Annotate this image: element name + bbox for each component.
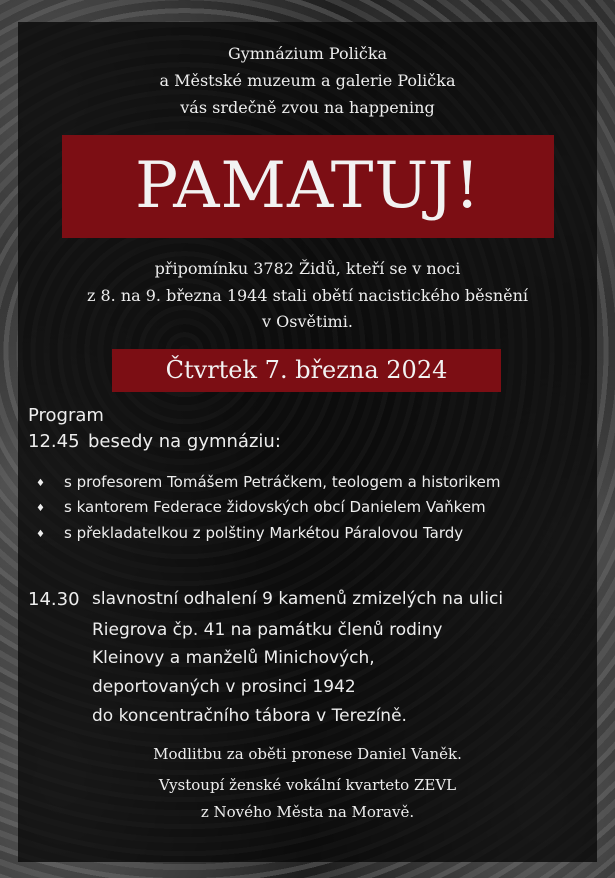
- program-desc-2-line-2: Riegrova čp. 41 na památku členů rodiny: [92, 620, 443, 640]
- event-date: Čtvrtek 7. března 2024: [165, 356, 448, 384]
- footer-line-1: Modlitbu za oběti pronese Daniel Vaněk.: [153, 745, 462, 763]
- program-heading: Program: [28, 405, 104, 426]
- program-desc-2-line-3: Kleinovy a manželů Minichových,: [92, 648, 375, 668]
- bullet-icon: ♦: [36, 503, 45, 514]
- page-title: PAMATUJ!: [135, 149, 481, 223]
- bullet-item-2: s kantorem Federace židovských obcí Danielem Vaňkem: [64, 498, 486, 516]
- bullet-item-1: s profesorem Tomášem Petráčkem, teologem a historikem: [64, 473, 501, 491]
- intro-line-2: z 8. na 9. března 1944 stali obětí nacistického běsnění: [86, 286, 529, 305]
- program-desc-2-line-1: slavnostní odhalení 9 kamenů zmizelých na ulici: [92, 589, 504, 609]
- footer-line-3: z Nového Města na Moravě.: [200, 803, 415, 821]
- header-line-2: a Městské muzeum a galerie Polička: [159, 71, 456, 90]
- header-line-3: vás srdečně zvou na happening: [180, 98, 435, 117]
- program-time-2: 14.30: [28, 589, 80, 610]
- program-desc-1: besedy na gymnáziu:: [88, 431, 281, 452]
- bullet-icon: ♦: [36, 529, 45, 540]
- intro-line-3: v Osvětimi.: [262, 312, 353, 331]
- bullet-icon: ♦: [36, 478, 45, 489]
- program-desc-2-line-5: do koncentračního tábora v Terezíně.: [92, 706, 407, 726]
- intro-line-1: připomínku 3782 Židů, kteří se v noci: [154, 259, 461, 278]
- date-banner: [112, 349, 501, 392]
- program-desc-2-line-4: deportovaných v prosinci 1942: [92, 677, 356, 697]
- title-banner: [62, 135, 554, 238]
- footer-line-2: Vystoupí ženské vokální kvarteto ZEVL: [158, 776, 457, 794]
- bullet-item-3: s překladatelkou z polštiny Markétou Páralovou Tardy: [64, 524, 464, 542]
- program-time-1: 12.45: [28, 431, 80, 452]
- header-line-1: Gymnázium Polička: [227, 44, 388, 63]
